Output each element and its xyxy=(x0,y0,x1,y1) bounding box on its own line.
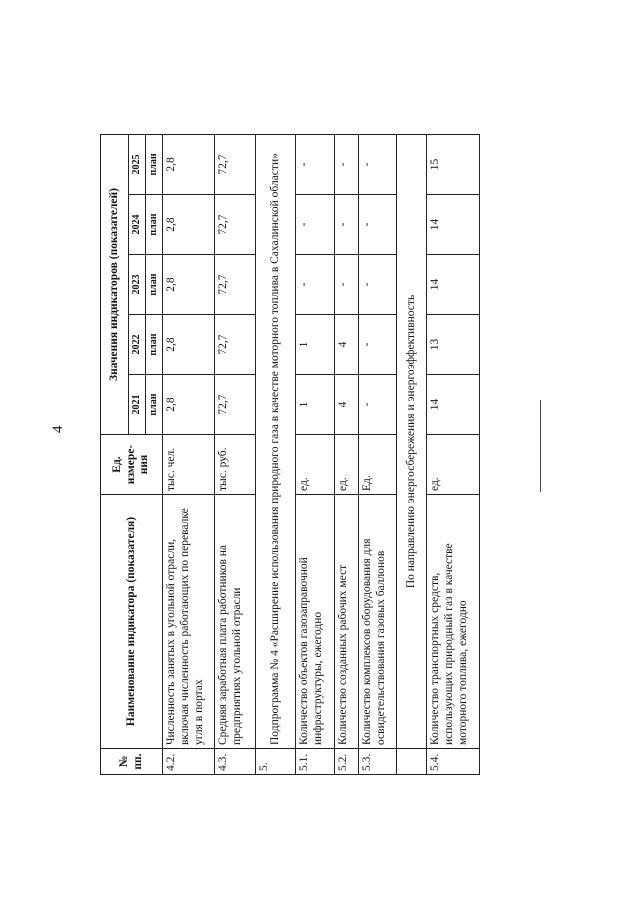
row-value: - xyxy=(296,195,334,255)
row-value: 2,8 xyxy=(163,255,215,315)
header-year: 2025 xyxy=(129,134,146,194)
header-plan: план xyxy=(146,195,163,255)
row-value: 2,8 xyxy=(163,195,215,255)
row-value: 72,7 xyxy=(215,255,255,315)
row-value: - xyxy=(358,315,396,375)
row-value: 2,8 xyxy=(163,134,215,194)
row-value: 14 xyxy=(427,195,480,255)
row-value: - xyxy=(296,255,334,315)
row-value: - xyxy=(296,134,334,194)
header-unit: Ед. измере-ния xyxy=(101,435,163,495)
row-value: 2,8 xyxy=(163,315,215,375)
header-name: Наименование индикатора (показателя) xyxy=(101,495,163,749)
row-name: Количество созданных рабочих мест xyxy=(334,495,358,749)
header-year: 2022 xyxy=(129,315,146,375)
row-value: 72,7 xyxy=(215,315,255,375)
row-num: 5. xyxy=(255,749,295,775)
table-row xyxy=(334,134,358,774)
row-value: - xyxy=(334,255,358,315)
row-value: 13 xyxy=(427,315,480,375)
header-plan: план xyxy=(146,375,163,435)
row-value: 2,8 xyxy=(163,375,215,435)
table-row xyxy=(215,134,255,774)
header-year: 2023 xyxy=(129,255,146,315)
row-value: 14 xyxy=(427,375,480,435)
row-unit: тыс. руб. xyxy=(215,435,255,495)
row-num: 4.3. xyxy=(215,749,255,775)
row-num: 5.3. xyxy=(358,749,396,775)
rotated-table-container xyxy=(100,135,480,775)
row-value: - xyxy=(358,195,396,255)
row-name: Численность занятых в угольной отрасли, включая численность работающих по перевалке угля в портах xyxy=(163,495,215,749)
row-name: Средняя заработная плата работников на предприятиях угольной отрасли xyxy=(215,495,255,749)
page-number: 4 xyxy=(50,425,66,433)
divider-line xyxy=(540,400,541,492)
row-unit: ед. xyxy=(427,435,480,495)
subprogram-title: Подпрограмма № 4 «Расширение использования природного газа в качестве моторного топлива в Сахалинской области» xyxy=(255,134,295,748)
row-value: 4 xyxy=(334,315,358,375)
row-num: 5.4. xyxy=(427,749,480,775)
header-year: 2024 xyxy=(129,195,146,255)
row-value: - xyxy=(358,255,396,315)
row-num: 5.1. xyxy=(296,749,334,775)
row-name: Количество комплексов оборудования для освидетельствования газовых баллонов xyxy=(358,495,396,749)
row-value: 15 xyxy=(427,134,480,194)
indicators-table xyxy=(100,134,480,775)
row-value: 1 xyxy=(296,315,334,375)
header-plan: план xyxy=(146,255,163,315)
table-row xyxy=(427,134,480,774)
table-row xyxy=(255,134,295,774)
row-num: 4.2. xyxy=(163,749,215,775)
row-num: 5.2. xyxy=(334,749,358,775)
row-name: Количество объектов газозаправочной инфраструктуры, ежегодно xyxy=(296,495,334,749)
row-value: 4 xyxy=(334,375,358,435)
header-values-group: Значения индикаторов (показателей) xyxy=(101,134,129,434)
row-value: 14 xyxy=(427,255,480,315)
table-row xyxy=(397,134,427,774)
row-value: 72,7 xyxy=(215,375,255,435)
row-num xyxy=(397,749,427,775)
row-unit: ед. xyxy=(296,435,334,495)
row-value: 72,7 xyxy=(215,134,255,194)
row-name: Количество транспортных средств, использующих природный газ в качестве моторного топлива, ежегодно xyxy=(427,495,480,749)
row-unit: ед. xyxy=(334,435,358,495)
row-unit: Ед. xyxy=(358,435,396,495)
section-title: По направлению энергосбережения и энергоэффективность xyxy=(397,134,427,748)
table-row xyxy=(163,134,215,774)
table-row xyxy=(358,134,396,774)
row-value: - xyxy=(358,134,396,194)
row-unit: тыс. чел. xyxy=(163,435,215,495)
header-num: № пп. xyxy=(101,749,163,775)
header-plan: план xyxy=(146,134,163,194)
row-value: - xyxy=(334,134,358,194)
table-row xyxy=(296,134,334,774)
header-plan: план xyxy=(146,315,163,375)
header-year: 2021 xyxy=(129,375,146,435)
row-value: 72,7 xyxy=(215,195,255,255)
row-value: - xyxy=(358,375,396,435)
row-value: 1 xyxy=(296,375,334,435)
row-value: - xyxy=(334,195,358,255)
